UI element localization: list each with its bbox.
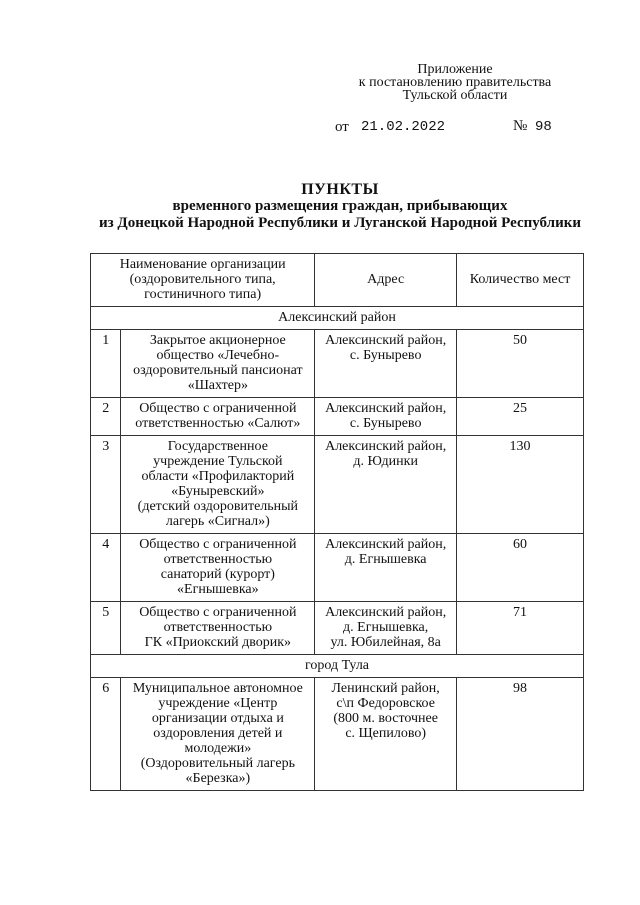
organization-name-line: Закрытое акционерное: [149, 333, 286, 348]
row-number: 3: [91, 436, 121, 534]
organization-name-line: Муниципальное автономное: [132, 681, 303, 696]
address: [315, 398, 457, 436]
annex-title: Приложение: [417, 62, 493, 77]
organization-name-line: ответственностью «Салют»: [135, 416, 301, 431]
address-line: Алексинский район,: [325, 537, 447, 552]
district-row: [91, 655, 584, 678]
places-count: 98: [457, 678, 584, 791]
table-row: [91, 436, 584, 534]
address-line: с. Бунырево: [349, 348, 422, 363]
organization-name-line: молодежи»: [184, 741, 252, 756]
places-count: 25: [457, 398, 584, 436]
document-title: [80, 181, 600, 232]
address-line: с. Бунырево: [349, 416, 422, 431]
places-count: 130: [457, 436, 584, 534]
organization-name-line: «Шахтер»: [187, 378, 249, 393]
address-line: Алексинский район,: [325, 333, 447, 348]
organization-name-line: санаторий (курорт): [160, 567, 275, 582]
row-number: 6: [91, 678, 121, 791]
places-count: 60: [457, 534, 584, 602]
decree-number-label: №: [513, 118, 528, 134]
row-number: 5: [91, 602, 121, 655]
organization-name-line: ГК «Приокский дворик»: [144, 635, 292, 650]
organization-name-line: Общество с ограниченной: [139, 605, 297, 620]
organization-name-line: оздоровления детей и: [153, 726, 283, 741]
address: [315, 436, 457, 534]
address-line: Алексинский район,: [325, 401, 447, 416]
organization-name: [121, 602, 315, 655]
title-line-1: ПУНКТЫ: [301, 181, 379, 198]
address-line: д. Юдинки: [353, 454, 418, 469]
address: [315, 534, 457, 602]
district-row: [91, 307, 584, 330]
address: [315, 602, 457, 655]
annex-region: Тульской области: [402, 88, 508, 103]
row-number: 4: [91, 534, 121, 602]
address-line: с\п Федоровское: [336, 696, 435, 711]
address-line: Алексинский район,: [325, 605, 447, 620]
table-row: [91, 678, 584, 791]
organization-name-line: учреждение Тульской: [153, 454, 283, 469]
address-line: Ленинский район,: [331, 681, 440, 696]
table-row: [91, 398, 584, 436]
organization-name-line: общество «Лечебно-: [156, 348, 280, 363]
district-name: Алексинский район: [91, 307, 584, 330]
header-address: Адрес: [315, 254, 457, 307]
organization-name-line: «Егнышевка»: [177, 582, 259, 597]
annex-header: [330, 63, 580, 102]
organization-name-line: «Буныревский»: [171, 484, 265, 499]
district-name: город Тула: [91, 655, 584, 678]
header-name: Наименование организации (оздоровительного типа, гостиничного типа): [91, 254, 315, 307]
decree-prefix: от: [335, 119, 349, 135]
decree-number: 98: [535, 119, 552, 135]
organization-name: [121, 398, 315, 436]
address-line: д. Егнышевка,: [343, 620, 429, 635]
organization-name: [121, 678, 315, 791]
organization-name-line: «Березка»): [185, 771, 251, 786]
organization-name-line: Общество с ограниченной: [139, 401, 297, 416]
address: [315, 678, 457, 791]
header-count: Количество мест: [457, 254, 584, 307]
organization-name: [121, 436, 315, 534]
points-table: [90, 253, 584, 791]
organization-name-line: области «Профилакторий: [141, 469, 295, 484]
organization-name-line: лагерь «Сигнал»): [165, 514, 270, 529]
title-line-3: из Донецкой Народной Республики и Луганской Народной Республики: [98, 215, 582, 231]
organization-name-line: организации отдыха и: [151, 711, 284, 726]
decree-line: [335, 119, 565, 136]
places-count: 50: [457, 330, 584, 398]
organization-name: [121, 330, 315, 398]
annex-decree-ref: к постановлению правительства: [358, 75, 552, 90]
table-header-row: [91, 254, 584, 307]
row-number: 2: [91, 398, 121, 436]
organization-name-line: (Оздоровительный лагерь: [140, 756, 295, 771]
places-count: 71: [457, 602, 584, 655]
organization-name: [121, 534, 315, 602]
address-line: д. Егнышевка: [344, 552, 427, 567]
title-line-2: временного размещения граждан, прибывающих: [172, 198, 508, 214]
organization-name-line: Государственное: [167, 439, 268, 454]
organization-name-line: (детский оздоровительный: [137, 499, 299, 514]
organization-name-line: оздоровительный пансионат: [133, 363, 303, 378]
decree-date: 21.02.2022: [361, 119, 446, 135]
row-number: 1: [91, 330, 121, 398]
table-row: [91, 602, 584, 655]
organization-name-line: ответственностью: [163, 552, 273, 567]
table-body: [91, 307, 584, 791]
table-row: [91, 534, 584, 602]
address-line: ул. Юбилейная, 8а: [330, 635, 441, 650]
address-line: (800 м. восточнее: [333, 711, 438, 726]
organization-name-line: ответственностью: [163, 620, 273, 635]
address: [315, 330, 457, 398]
organization-name-line: Общество с ограниченной: [139, 537, 297, 552]
address-line: Алексинский район,: [325, 439, 447, 454]
table-row: [91, 330, 584, 398]
organization-name-line: учреждение «Центр: [158, 696, 278, 711]
address-line: с. Щепилово): [345, 726, 427, 741]
